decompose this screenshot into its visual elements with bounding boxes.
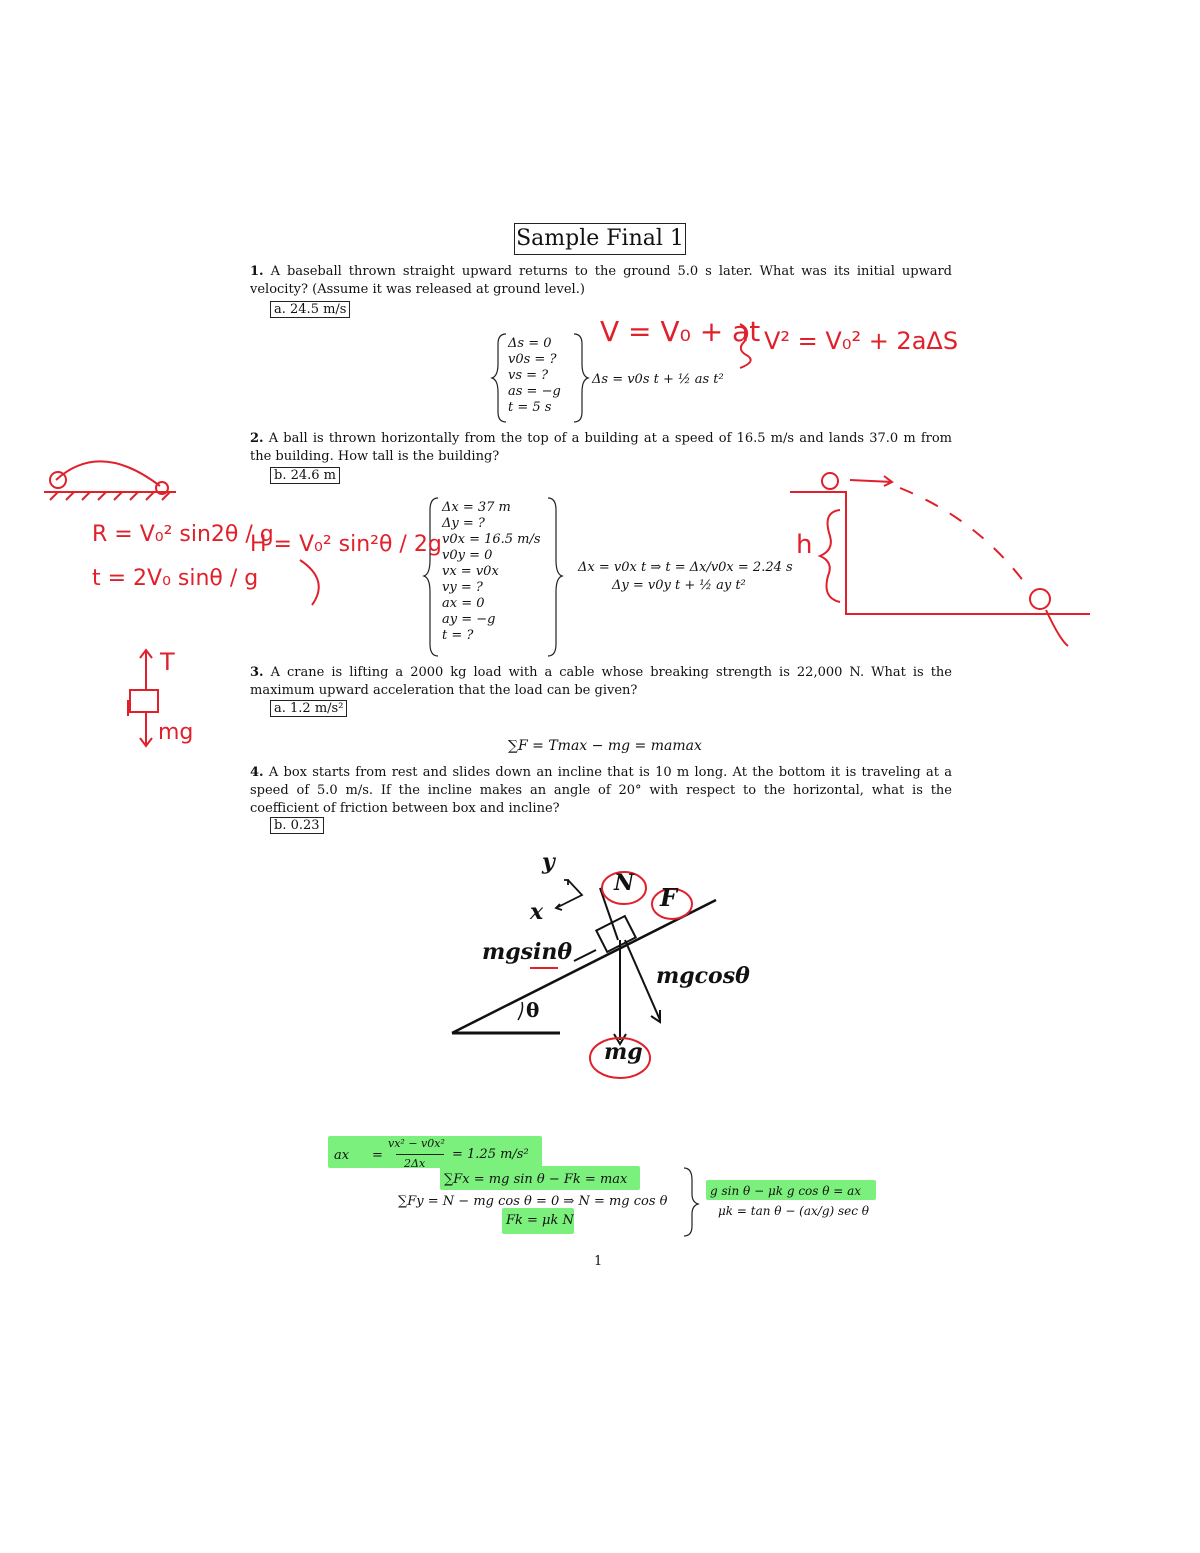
given-line: v0x = 16.5 m/s — [442, 532, 541, 547]
question-number: 3. — [250, 665, 264, 680]
q2-equation-1: Δx = v0x t ⇒ t = Δx/v0x = 2.24 s — [578, 560, 793, 575]
ball-start — [50, 472, 66, 488]
given-line: v0y = 0 — [442, 548, 493, 563]
question-text: A crane is lifting a 2000 kg load with a cable whose breaking strength is 22,000 N. What is the maximum upward acceleration that the load can be given? — [250, 665, 952, 698]
mg-label: mg — [604, 1039, 643, 1065]
annot-h: h — [796, 530, 813, 560]
annot-range-eq: R = V₀² sin2θ / g — [92, 522, 274, 547]
ax-symbol: ax — [334, 1148, 350, 1163]
given-line: ax = 0 — [442, 596, 485, 611]
question-text: A baseball thrown straight upward returns to the ground 5.0 s later. What was its initial upward velocity? (Assume it was released at ground level.) — [250, 264, 952, 297]
q1-brace — [492, 334, 588, 422]
q1-equation: Δs = v0s t + ½ as t² — [592, 372, 724, 387]
annot-v-equation: V = V₀ + at — [600, 315, 761, 348]
axis-y-label: y — [542, 849, 555, 875]
given-line: Δy = ? — [442, 516, 485, 531]
angle-arc — [518, 1002, 523, 1020]
annot-mg: mg — [158, 720, 194, 745]
given-line: Δx = 37 m — [442, 500, 511, 515]
annot-time-eq: t = 2V₀ sinθ / g — [92, 566, 259, 591]
result-2: μk = tan θ − (ax/g) sec θ — [718, 1204, 870, 1218]
height-brace — [820, 510, 840, 602]
question-number: 2. — [250, 431, 264, 446]
mgcos-arrow — [625, 940, 660, 1020]
given-line: vx = v0x — [442, 564, 499, 579]
given-line: vs = ? — [508, 368, 549, 383]
question-text: A ball is thrown horizontally from the top of a building at a speed of 16.5 m/s and lands 37.0 m from the building. How tall is the building? — [250, 431, 953, 464]
arc-doodle — [56, 461, 160, 486]
answer-3: a. 1.2 m/s² — [270, 700, 347, 717]
axis-x-label: x — [530, 899, 544, 925]
sum-fx: ∑Fx = mg sin θ − Fk = max — [444, 1172, 628, 1187]
friction-eq: Fk = μk N — [506, 1213, 574, 1228]
solution-brace — [684, 1168, 698, 1236]
question-text: A box starts from rest and slides down an incline that is 10 m long. At the bottom it is traveling at a speed of 5.0 m/s. If the incline makes an angle of 20° with respect to the horizontal, what is the coefficient of friction between box and incline? — [250, 765, 952, 816]
theta-label: θ — [526, 998, 540, 1022]
ball-top — [822, 473, 838, 489]
normal-force-label: N — [614, 870, 635, 896]
load-box — [130, 690, 158, 712]
mgsin-arrow — [574, 950, 596, 961]
page-title: Sample Final 1 — [514, 223, 686, 255]
result-1: g sin θ − μk g cos θ = ax — [710, 1184, 862, 1198]
ax-numerator: vx² − v0x² — [388, 1137, 445, 1150]
ax-denominator: 2Δx — [404, 1157, 426, 1170]
ax-equals: = — [372, 1148, 383, 1163]
q2-equation-2: Δy = v0y t + ½ ay t² — [612, 578, 746, 593]
question-number: 4. — [250, 765, 264, 780]
given-line: ay = −g — [442, 612, 496, 627]
given-line: vy = ? — [442, 580, 483, 595]
answer-1: a. 24.5 m/s — [270, 301, 350, 318]
friction-label: F — [660, 883, 678, 912]
mgsin-label: mgsinθ — [482, 939, 573, 965]
ball-landed — [1030, 589, 1050, 609]
given-line: t = ? — [442, 628, 474, 643]
annot-height-eq: H = V₀² sin²θ / 2g — [250, 532, 442, 557]
page-number: 1 — [594, 1254, 603, 1269]
question-number: 1. — [250, 264, 264, 279]
trajectory — [900, 488, 1030, 590]
annot-tension: T — [160, 648, 175, 676]
given-line: t = 5 s — [508, 400, 552, 415]
q3-equation: ∑F = Tmax − mg = mamax — [508, 738, 702, 754]
sum-fy: ∑Fy = N − mg cos θ = 0 ⇒ N = mg cos θ — [398, 1194, 668, 1209]
answer-4: b. 0.23 — [270, 817, 324, 834]
mgcos-label: mgcosθ — [656, 963, 750, 989]
q2-brace — [424, 498, 562, 656]
axes-arrows — [556, 880, 582, 908]
annot-v2-equation: V² = V₀² + 2aΔS — [764, 327, 959, 355]
given-line: Δs = 0 — [508, 336, 552, 351]
given-line: v0s = ? — [508, 352, 557, 367]
ax-result: = 1.25 m/s² — [452, 1147, 529, 1162]
given-line: as = −g — [508, 384, 561, 399]
answer-2: b. 24.6 m — [270, 467, 340, 484]
